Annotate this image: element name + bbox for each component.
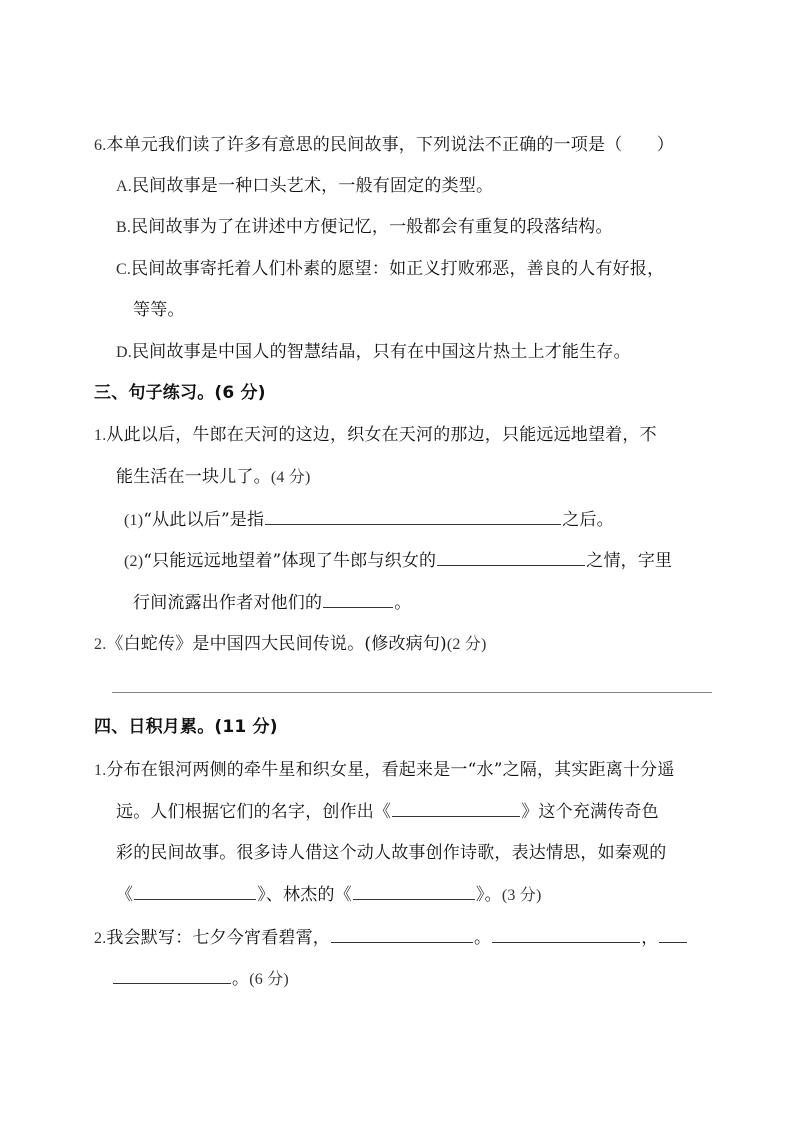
- question-text: 《: [116, 885, 134, 905]
- section-4-q1-line1: [94, 759, 675, 782]
- section-3-q2: [94, 633, 487, 656]
- option-c-continued: [133, 299, 185, 321]
- option-text: 民间故事寄托着人们朴素的愿望：如正义打败邪恶，善良的人有好报，: [131, 259, 665, 279]
- section-4-q2: [94, 926, 688, 950]
- answer-blank[interactable]: [437, 549, 585, 566]
- option-label: B.: [116, 219, 132, 236]
- answer-blank[interactable]: [353, 883, 475, 900]
- section-3-q1-sub2: [124, 549, 672, 573]
- question-score: (2 分): [446, 636, 487, 653]
- option-d[interactable]: [116, 341, 631, 364]
- question-number: 1.: [94, 427, 107, 444]
- section-3-q1-sub2-line2: [133, 591, 411, 614]
- question-text: 远。人们根据它们的名字，创作出《: [116, 802, 392, 822]
- section-score: (11 分): [214, 717, 278, 737]
- section-3-heading: [94, 382, 266, 404]
- option-label: D.: [116, 344, 132, 361]
- sub-text: “从此以后”是指: [143, 510, 265, 530]
- answer-blank[interactable]: [392, 800, 520, 817]
- question-number: 1.: [94, 762, 107, 779]
- question-text: ，: [641, 928, 659, 948]
- option-text: 民间故事是一种口头艺术，一般有固定的类型。: [131, 176, 494, 196]
- question-score: (4 分): [270, 469, 311, 486]
- question-text: 》这个充满传奇色: [521, 802, 659, 822]
- question-text: 我会默写：七夕今宵看碧霄，: [106, 928, 331, 948]
- answer-blank[interactable]: [323, 591, 393, 608]
- option-c[interactable]: [116, 258, 664, 281]
- option-label: C.: [116, 261, 132, 278]
- question-number: 2.: [94, 930, 107, 947]
- question-text: 从此以后，牛郎在天河的这边，织女在天河的那边，只能远远地望着，不: [106, 425, 657, 445]
- section-4-q1-line3: [116, 842, 666, 864]
- option-text: 民间故事为了在讲述中方便记忆，一般都会有重复的段落结构。: [131, 217, 613, 237]
- sub-text: 。: [394, 593, 412, 613]
- question-number: 6.: [94, 137, 107, 154]
- answer-blank[interactable]: [659, 926, 687, 943]
- option-b[interactable]: [116, 216, 613, 239]
- question-text: 《白蛇传》是中国四大民间传说。(修改病句): [106, 634, 447, 654]
- question-text: 》。: [475, 885, 502, 905]
- question-text: 本单元我们读了许多有意思的民间故事，下列说法不正确的一项是（ ）: [106, 135, 675, 155]
- sub-label: (2): [124, 553, 144, 570]
- section-title: 四、日积月累。: [94, 717, 215, 737]
- question-number: 2.: [94, 636, 107, 653]
- answer-blank[interactable]: [265, 508, 561, 525]
- section-4-q1-line2: [116, 800, 659, 823]
- option-a[interactable]: [116, 175, 493, 198]
- answer-line[interactable]: [112, 692, 712, 693]
- section-score: (6 分): [214, 383, 266, 403]
- sub-text: 行间流露出作者对他们的: [133, 593, 323, 613]
- question-score: (3 分): [501, 887, 542, 904]
- section-4-heading: [94, 716, 278, 738]
- answer-blank[interactable]: [492, 926, 640, 943]
- option-text: 民间故事是中国人的智慧结晶，只有在中国这片热土上才能生存。: [131, 342, 631, 362]
- sub-text: 之后。: [562, 510, 614, 530]
- question-text: 》、林杰的《: [257, 885, 352, 905]
- question-6-stem: [94, 134, 674, 157]
- answer-blank[interactable]: [134, 883, 256, 900]
- option-text: 等等。: [133, 300, 185, 320]
- section-3-q1-line2: [116, 466, 310, 489]
- question-score: (6 分): [249, 971, 289, 988]
- question-text: 。: [474, 928, 492, 948]
- question-text: 分布在银河两侧的牵牛星和织女星，看起来是一“水”之隔，其实距离十分遥: [106, 760, 675, 780]
- question-text: 彩的民间故事。很多诗人借这个动人故事创作诗歌，表达情思，如秦观的: [116, 843, 667, 863]
- section-4-q1-line4: [116, 883, 541, 907]
- section-4-q2-line2: [112, 967, 289, 991]
- option-label: A.: [116, 178, 132, 195]
- question-text: 。: [232, 969, 250, 989]
- section-3-q1-sub1: [124, 508, 614, 532]
- sub-label: (1): [124, 512, 144, 529]
- question-text: 能生活在一块儿了。: [116, 467, 271, 487]
- sub-text: “只能远远地望着”体现了牛郎与织女的: [143, 551, 437, 571]
- sub-text: 之情，字里: [586, 551, 673, 571]
- answer-blank[interactable]: [113, 967, 231, 984]
- section-3-q1-line1: [94, 424, 657, 447]
- section-title: 三、句子练习。: [94, 383, 215, 403]
- answer-blank[interactable]: [331, 926, 473, 943]
